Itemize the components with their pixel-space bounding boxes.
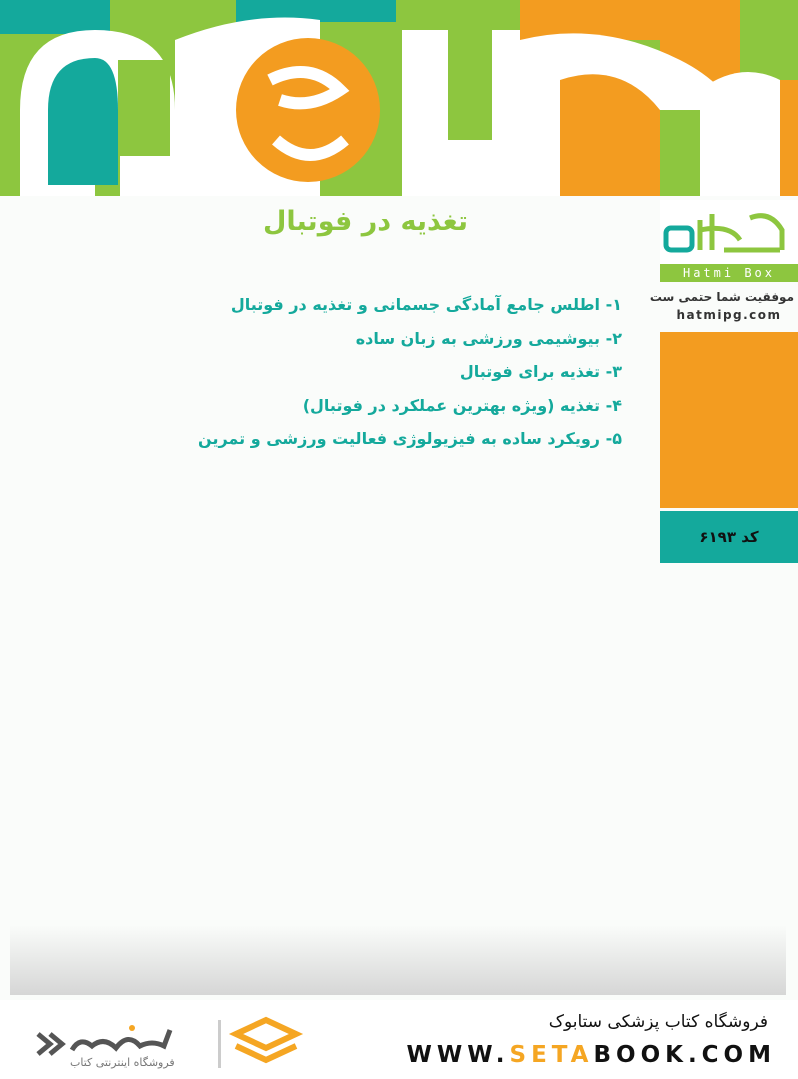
decorative-orange-block — [660, 332, 798, 508]
cover-banner-graphic — [0, 0, 798, 196]
brand-name: Hatmi Box — [660, 264, 798, 282]
page-shadow — [10, 925, 786, 995]
list-item: ۱- اطلس جامع آمادگی جسمانی و تغذیه در فوتبال — [230, 295, 622, 314]
list-item: ۵- رویکرد ساده به فیزیولوژی فعالیت ورزشی و تمرین — [198, 429, 622, 448]
product-code: کد ۶۱۹۳ — [660, 511, 798, 563]
url-part: WWW. — [406, 1042, 510, 1068]
book-list — [198, 288, 622, 456]
logo-caption: فروشگاه اینترنتی کتاب — [70, 1056, 175, 1069]
footer — [0, 1000, 798, 1079]
url-part: BOOK.COM — [593, 1042, 776, 1068]
page-title: تغذیه در فوتبال — [262, 206, 468, 237]
brand-url: hatmipg.com — [676, 308, 782, 322]
shop-url[interactable] — [407, 1042, 776, 1068]
publisher-logo — [660, 200, 798, 264]
shop-name: فروشگاه کتاب پزشکی ستابوک — [548, 1012, 768, 1032]
brand-slogan: موفقیت شما حتمی ست — [649, 290, 794, 304]
list-item: ۴- تغذیه (ویژه بهترین عملکرد در فوتبال) — [302, 395, 622, 415]
list-item: ۳- تغذیه برای فوتبال — [459, 362, 622, 381]
list-item: ۲- بیوشیمی ورزشی به زبان ساده — [355, 328, 622, 348]
url-highlight: SETA — [509, 1042, 594, 1068]
